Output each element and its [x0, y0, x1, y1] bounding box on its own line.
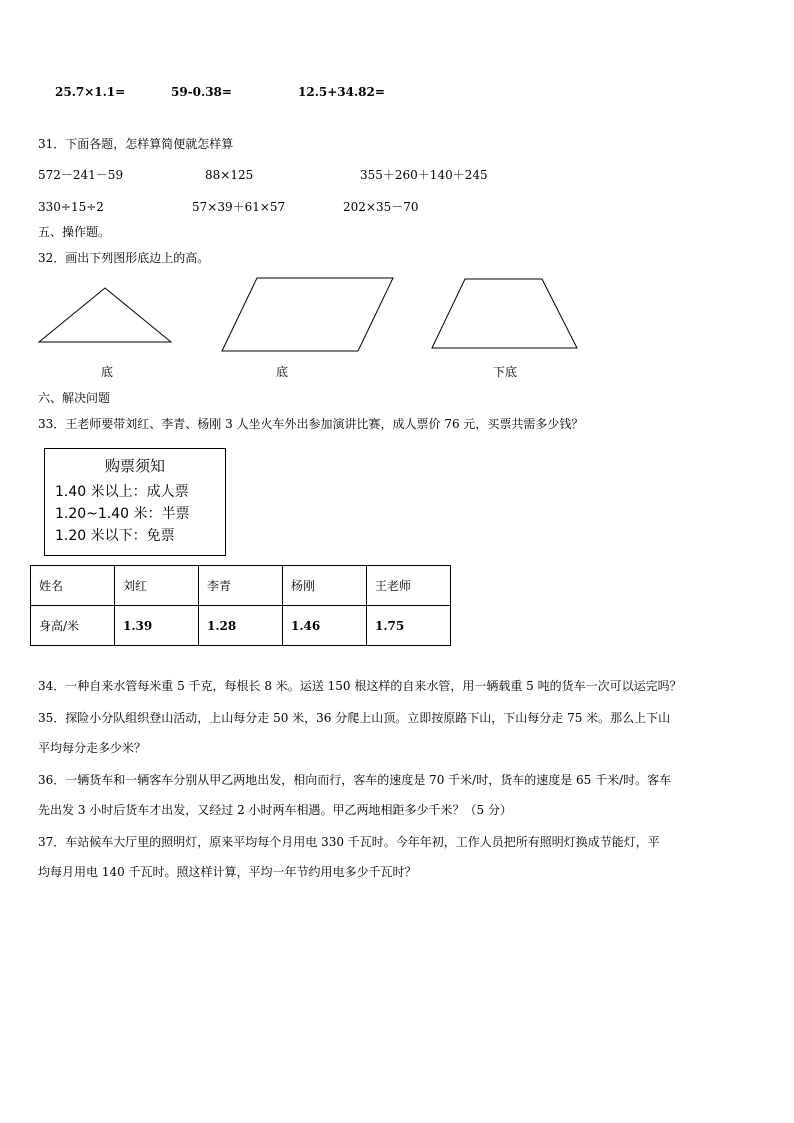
table-cell: 1.39 [115, 606, 199, 646]
q31-expr: 355＋260＋140＋245 [360, 168, 488, 182]
table-row [31, 606, 451, 646]
question-35-line: 平均每分走多少米？ [38, 741, 147, 755]
figure-label: 下底 [493, 365, 518, 379]
question-33-title: 33．王老师要带刘红、李青、杨刚 3 人坐火车外出参加演讲比赛，成人票价 76 元，买票共需多少钱？ [38, 417, 584, 431]
q31-expr: 330÷15÷2 [38, 200, 104, 214]
q31-expr: 57×39＋61×57 [192, 200, 286, 214]
table-cell: 1.46 [283, 606, 367, 646]
parallelogram-figure [218, 275, 398, 355]
question-34: 34．一种自来水管每米重 5 千克，每根长 8 米。运送 150 根这样的自来水管，用一辆载重 5 吨的货车一次可以运完吗？ [38, 679, 682, 693]
question-31-title: 31．下面各题，怎样算简便就怎样算 [38, 137, 234, 151]
notice-title: 购票须知 [104, 457, 165, 475]
section-heading-6: 六、解决问题 [38, 391, 111, 405]
question-35-line: 35．探险小分队组织登山活动，上山每分走 50 米，36 分爬上山顶。立即按原路下山，下山每分走 75 米。那么上下山 [38, 711, 671, 725]
calc-item: 25.7×1.1= [55, 85, 126, 99]
calc-item: 12.5+34.82= [298, 85, 385, 99]
table-cell: 1.75 [367, 606, 451, 646]
figure-label: 底 [101, 365, 114, 379]
table-header-cell: 杨刚 [283, 566, 367, 606]
height-table [30, 565, 451, 646]
triangle-figure [36, 285, 176, 347]
calc-item: 59-0.38= [171, 85, 232, 99]
notice-line: 1.40 米以上：成人票 [55, 484, 189, 500]
notice-line: 1.20~1.40 米：半票 [55, 506, 190, 522]
question-32-title: 32．画出下列图形底边上的高。 [38, 251, 210, 265]
q31-expr: 572－241－59 [38, 168, 124, 182]
table-header-cell: 王老师 [367, 566, 451, 606]
question-37-line: 均每月用电 140 千瓦时。照这样计算，平均一年节约用电多少千瓦时？ [38, 865, 417, 879]
table-header-cell: 刘红 [115, 566, 199, 606]
figure-label: 底 [276, 365, 289, 379]
trapezoid-figure [429, 276, 581, 352]
table-row [31, 566, 451, 606]
ticket-notice-box [44, 448, 226, 556]
question-36-line: 先出发 3 小时后货车才出发，又经过 2 小时两车相遇。甲乙两地相距多少千米？（5 分） [38, 803, 512, 817]
table-cell: 身高/米 [31, 606, 115, 646]
question-37-line: 37．车站候车大厅里的照明灯，原来平均每个月用电 330 千瓦时。今年年初，工作人员把所有照明灯换成节能灯，平 [38, 835, 660, 849]
question-36-line: 36．一辆货车和一辆客车分别从甲乙两地出发，相向而行，客车的速度是 70 千米/时，货车的速度是 65 千米/时。客车 [38, 773, 672, 787]
table-cell: 1.28 [199, 606, 283, 646]
section-heading-5: 五、操作题。 [38, 225, 111, 239]
q31-expr: 202×35－70 [343, 200, 419, 214]
notice-line: 1.20 米以下：免票 [55, 528, 175, 544]
table-header-cell: 李青 [199, 566, 283, 606]
q31-expr: 88×125 [205, 168, 254, 182]
table-header-cell: 姓名 [31, 566, 115, 606]
